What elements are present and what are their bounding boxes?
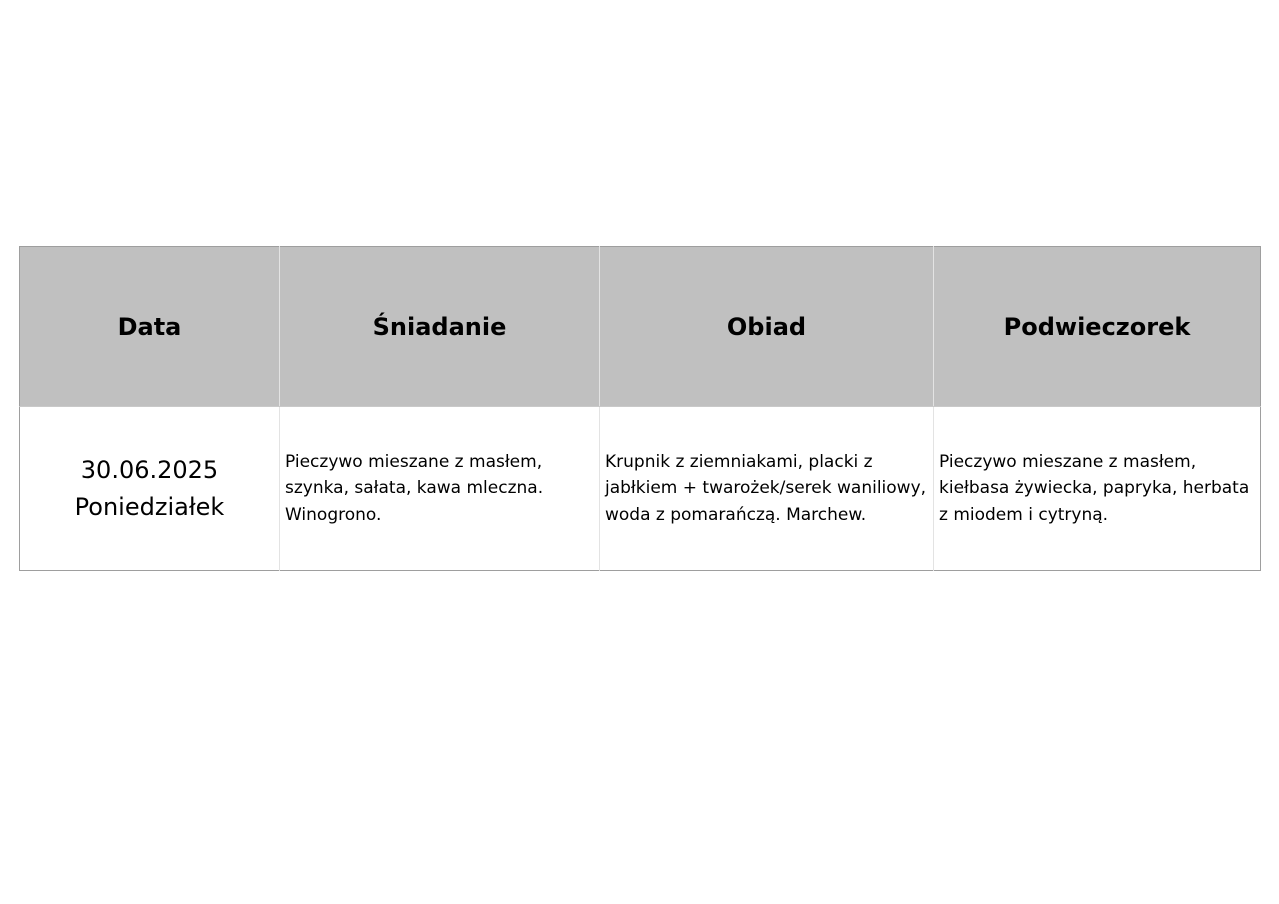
lunch-text: Krupnik z ziemniakami, placki z jabłkiem + twarożek/serek waniliowy, woda z pomarańczą. Marchew. xyxy=(605,451,927,525)
breakfast-text: Pieczywo mieszane z masłem, szynka, sałata, kawa mleczna. Winogrono. xyxy=(285,451,544,525)
column-header-snack: Podwieczorek xyxy=(934,247,1261,407)
menu-table xyxy=(19,246,1261,571)
column-header-lunch: Obiad xyxy=(600,247,934,407)
snack-text: Pieczywo mieszane z masłem, kiełbasa żywiecka, papryka, herbata z miodem i cytryną. xyxy=(939,451,1250,525)
date-cell xyxy=(20,407,280,571)
date-value: 30.06.2025 xyxy=(80,455,219,484)
snack-cell xyxy=(934,407,1261,571)
lunch-cell xyxy=(600,407,934,571)
column-header-date: Data xyxy=(20,247,280,407)
table-header-row xyxy=(20,247,1261,407)
column-header-breakfast: Śniadanie xyxy=(280,247,600,407)
breakfast-cell xyxy=(280,407,600,571)
weekday-value: Poniedziałek xyxy=(74,492,225,521)
table-row xyxy=(20,407,1261,571)
